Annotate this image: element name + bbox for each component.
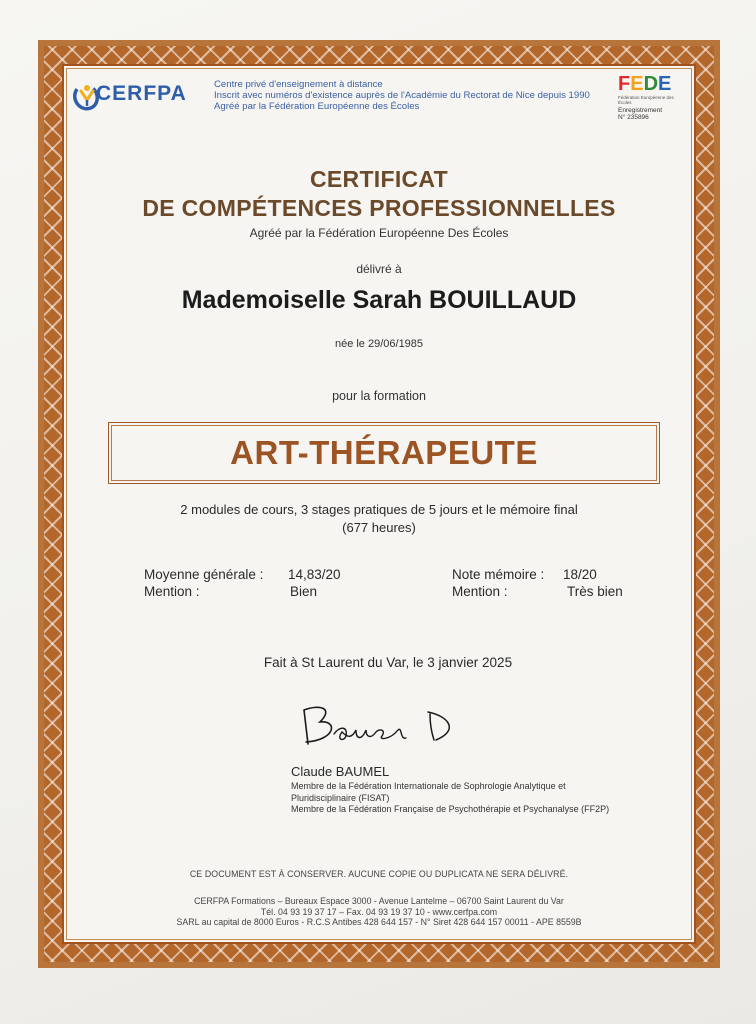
footer-line: SARL au capital de 8000 Euros - R.C.S Antibes 428 644 157 - N° Siret 428 644 157 00011 - APE 8559B bbox=[176, 917, 582, 927]
place-and-date: Fait à St Laurent du Var, le 3 janvier 2025 bbox=[263, 655, 513, 670]
course-description: 2 modules de cours, 3 stages pratiques de 5 jours et le mémoire final bbox=[180, 502, 578, 517]
memoire-grade-label: Note mémoire : bbox=[452, 567, 545, 582]
course-title: ART-THÉRAPEUTE bbox=[230, 434, 538, 471]
mention-value: Bien bbox=[290, 584, 318, 599]
recipient-name: Mademoiselle Sarah BOUILLAUD bbox=[181, 286, 577, 314]
signer-roles bbox=[291, 781, 681, 816]
birth-date: née le 29/06/1985 bbox=[334, 338, 424, 350]
certificate-subtitle: Agréé par la Fédération Européenne Des Écoles bbox=[249, 226, 509, 240]
certificate-title: CERTIFICAT bbox=[309, 166, 448, 192]
institution-line: Centre privé d'enseignement à distance bbox=[214, 79, 383, 90]
memoire-grade-value: 18/20 bbox=[563, 567, 597, 582]
conservation-notice: CE DOCUMENT EST À CONSERVER. AUCUNE COPIE OU DUPLICATA NE SERA DÉLIVRÉ. bbox=[189, 869, 569, 879]
fede-registration-number: N° 235896 bbox=[618, 114, 649, 121]
signer-role: Membre de la Fédération Internationale de Sophrologie Analytique et bbox=[291, 781, 566, 791]
course-frame-inner bbox=[111, 425, 657, 481]
memoire-mention-value: Très bien bbox=[567, 584, 623, 599]
handwritten-signature bbox=[290, 700, 470, 752]
average-value: 14,83/20 bbox=[288, 567, 341, 582]
delivered-to-label: délivré à bbox=[356, 262, 402, 276]
certificate-title-line2: DE COMPÉTENCES PROFESSIONNELLES bbox=[142, 195, 616, 221]
fede-logo bbox=[618, 74, 680, 121]
signer-role: Pluridisciplinaire (FISAT) bbox=[291, 792, 390, 803]
footer-line: CERFPA Formations – Bureaux Espace 3000 - Avenue Lantelme – 06700 Saint Laurent du Var bbox=[194, 896, 564, 906]
institution-info bbox=[214, 79, 590, 112]
company-footer bbox=[62, 896, 696, 928]
fede-letter: D bbox=[643, 73, 659, 95]
institution-line: Inscrit avec numéros d'existence auprès de l'Académie du Rectorat de Nice depuis 1990 bbox=[214, 90, 590, 101]
fede-letter: E bbox=[658, 73, 672, 95]
cerfpa-logo-text: CERFPA bbox=[96, 82, 187, 105]
signer-role: Membre de la Fédération Française de Psychothérapie et Psychanalyse (FF2P) bbox=[291, 804, 610, 814]
course-frame bbox=[108, 422, 660, 484]
institution-line: Agréé par la Fédération Européenne des Écoles bbox=[214, 101, 420, 112]
memoire-mention-label: Mention : bbox=[452, 584, 508, 599]
average-label: Moyenne générale : bbox=[144, 567, 264, 582]
fede-tagline: Fédération Européenne des Écoles bbox=[618, 95, 674, 105]
fede-registration-label: Enregistrement bbox=[618, 107, 663, 114]
course-hours: (677 heures) bbox=[342, 520, 416, 535]
signer-name: Claude BAUMEL bbox=[291, 764, 390, 779]
for-training-label: pour la formation bbox=[332, 389, 426, 403]
fede-letter: F bbox=[618, 73, 631, 95]
footer-line: Tél. 04 93 19 37 17 – Fax. 04 93 19 37 10 - www.cerfpa.com bbox=[260, 906, 498, 917]
fede-letter: E bbox=[630, 73, 644, 95]
mention-label: Mention : bbox=[144, 584, 200, 599]
fede-logo-word bbox=[618, 74, 680, 94]
